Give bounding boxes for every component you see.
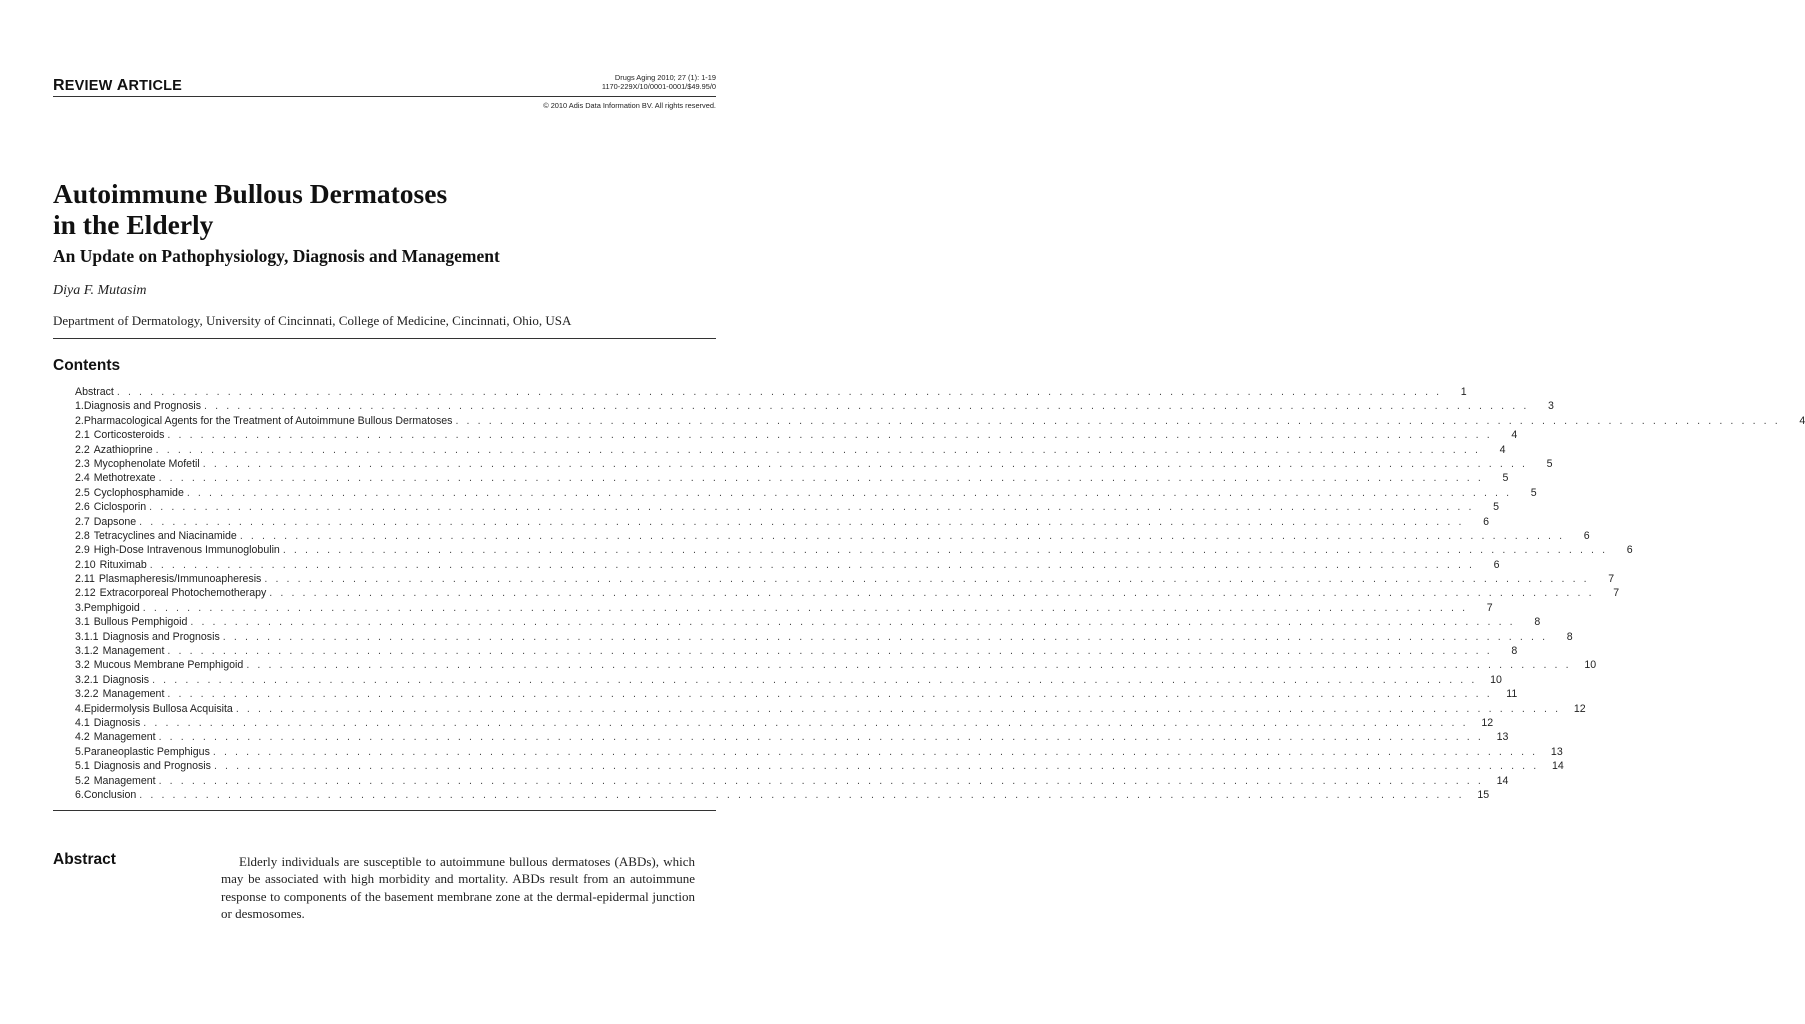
contents-bottom-divider	[53, 810, 716, 811]
toc-entry-title: Bullous Pemphigoid	[93, 616, 188, 629]
toc-dot-leader: . . . . . . . . . . . . . . . . . . . . . . . . . . . . . . . . . . . . . . . . . . . . . . . . . . . . . . . . . . . . . . . . . . . . . . . . . . . . . . . . . . . . . . . . . . . . . . . . . . . . . . . . . . . . . . . . . . . . . . . .	[213, 760, 1539, 773]
table-of-contents	[75, 385, 1805, 802]
toc-entry[interactable]	[75, 543, 1633, 557]
toc-entry[interactable]	[75, 414, 1805, 428]
toc-entry-title: Paraneoplastic Pemphigus	[83, 745, 210, 758]
toc-entry-page: 7	[1608, 573, 1615, 586]
toc-entry-page: 10	[1584, 659, 1597, 672]
toc-entry[interactable]	[75, 658, 1597, 672]
toc-entry-title: Management	[93, 731, 156, 744]
toc-dot-leader: . . . . . . . . . . . . . . . . . . . . . . . . . . . . . . . . . . . . . . . . . . . . . . . . . . . . . . . . . . . . . . . . . . . . . . . . . . . . . . . . . . . . . . . . . . . . . . . . . . . . . . . . . . . . . . . . . . . . . . . .	[455, 414, 1781, 427]
toc-entry-title: Pemphigoid	[83, 601, 140, 614]
toc-entry-number: 5.1	[75, 760, 90, 773]
toc-entry[interactable]	[75, 644, 1518, 658]
toc-entry-title: Ciclosporin	[93, 501, 147, 514]
toc-dot-leader: . . . . . . . . . . . . . . . . . . . . . . . . . . . . . . . . . . . . . . . . . . . . . . . . . . . . . . . . . . . . . . . . . . . . . . . . . . . . . . . . . . . . . . . . . . . . . . . . . . . . . . . . . . . . . . . . . . . . . . . .	[246, 659, 1572, 672]
toc-entry-number: 2.	[75, 414, 84, 427]
toc-entry-title: Plasmapheresis/Immunoapheresis	[98, 573, 262, 586]
toc-entry-page: 8	[1511, 645, 1518, 658]
toc-entry[interactable]	[75, 443, 1506, 457]
article-type-label: REVIEW ARTICLE	[53, 77, 183, 94]
toc-entry-title: High-Dose Intravenous Immunoglobulin	[93, 544, 280, 557]
toc-entry-title: Methotrexate	[93, 472, 156, 485]
toc-entry-number: 2.7	[75, 515, 90, 528]
toc-entry-page: 5	[1546, 457, 1553, 470]
toc-dot-leader: . . . . . . . . . . . . . . . . . . . . . . . . . . . . . . . . . . . . . . . . . . . . . . . . . . . . . . . . . . . . . . . . . . . . . . . . . . . . . . . . . . . . . . . . . . . . . . . . . . . . . . . . . . . . . . . . . . . . . . . .	[222, 630, 1548, 643]
toc-entry-number: 3.2	[75, 659, 90, 672]
toc-entry-title: Mycophenolate Mofetil	[93, 457, 200, 470]
toc-entry-number: 4.	[75, 702, 84, 715]
toc-entry-number: 3.	[75, 601, 84, 614]
toc-entry-page: 6	[1483, 515, 1489, 528]
toc-entry[interactable]	[75, 500, 1499, 514]
toc-entry-page: 13	[1496, 731, 1509, 744]
toc-dot-leader: . . . . . . . . . . . . . . . . . . . . . . . . . . . . . . . . . . . . . . . . . . . . . . . . . . . . . . . . . . . . . . . . . . . . . . . . . . . . . . . . . . . . . . . . . . . . . . . . . . . . . . . . . . . . . . . . . . . . . . . .	[158, 774, 1484, 787]
toc-entry-number: 3.1	[75, 616, 90, 629]
toc-entry[interactable]	[75, 586, 1620, 600]
toc-entry-title: Mucous Membrane Pemphigoid	[93, 659, 244, 672]
toc-entry-title: Cyclophosphamide	[93, 486, 184, 499]
toc-dot-leader: . . . . . . . . . . . . . . . . . . . . . . . . . . . . . . . . . . . . . . . . . . . . . . . . . . . . . . . . . . . . . . . . . . . . . . . . . . . . . . . . . . . . . . . . . . . . . . . . . . . . . . . . . . . . . . . . . . . . . . . .	[158, 472, 1484, 485]
author-name: Diya F. Mutasim	[53, 283, 147, 298]
toc-entry[interactable]	[75, 716, 1494, 730]
contents-heading: Contents	[53, 357, 121, 374]
toc-entry-page: 14	[1496, 774, 1509, 787]
header-divider	[53, 96, 716, 97]
toc-dot-leader: . . . . . . . . . . . . . . . . . . . . . . . . . . . . . . . . . . . . . . . . . . . . . . . . . . . . . . . . . . . . . . . . . . . . . . . . . . . . . . . . . . . . . . . . . . . . . . . . . . . . . . . . . . . . . . . . . . . . . . . .	[143, 716, 1469, 729]
toc-dot-leader: . . . . . . . . . . . . . . . . . . . . . . . . . . . . . . . . . . . . . . . . . . . . . . . . . . . . . . . . . . . . . . . . . . . . . . . . . . . . . . . . . . . . . . . . . . . . . . . . . . . . . . . . . . . . . . . . . . . . . . . .	[142, 601, 1468, 614]
toc-entry-page: 6	[1626, 544, 1633, 557]
toc-entry[interactable]	[75, 558, 1500, 572]
toc-entry[interactable]	[75, 788, 1490, 802]
toc-entry-title: Management	[93, 774, 156, 787]
toc-dot-leader: . . . . . . . . . . . . . . . . . . . . . . . . . . . . . . . . . . . . . . . . . . . . . . . . . . . . . . . . . . . . . . . . . . . . . . . . . . . . . . . . . . . . . . . . . . . . . . . . . . . . . . . . . . . . . . . . . . . . . . . .	[202, 457, 1528, 470]
toc-entry-page: 7	[1486, 601, 1493, 614]
toc-entry-title: Diagnosis	[93, 716, 141, 729]
toc-entry-number: 2.4	[75, 472, 90, 485]
toc-entry[interactable]	[75, 702, 1586, 716]
journal-citation: Drugs Aging 2010; 27 (1): 1-19	[614, 73, 716, 82]
toc-entry[interactable]	[75, 399, 1554, 413]
toc-entry-number: 5.2	[75, 774, 90, 787]
toc-entry-number: 4.1	[75, 716, 90, 729]
toc-dot-leader: . . . . . . . . . . . . . . . . . . . . . . . . . . . . . . . . . . . . . . . . . . . . . . . . . . . . . . . . . . . . . . . . . . . . . . . . . . . . . . . . . . . . . . . . . . . . . . . . . . . . . . . . . . . . . . . . . . . . . . . .	[212, 745, 1538, 758]
toc-entry-page: 6	[1583, 529, 1590, 542]
toc-entry[interactable]	[75, 730, 1509, 744]
toc-entry[interactable]	[75, 515, 1489, 529]
toc-entry[interactable]	[75, 601, 1493, 615]
toc-entry-page: 4	[1511, 429, 1518, 442]
toc-entry[interactable]	[75, 529, 1590, 543]
toc-entry[interactable]	[75, 572, 1615, 586]
toc-entry[interactable]	[75, 673, 1502, 687]
toc-dot-leader: . . . . . . . . . . . . . . . . . . . . . . . . . . . . . . . . . . . . . . . . . . . . . . . . . . . . . . . . . . . . . . . . . . . . . . . . . . . . . . . . . . . . . . . . . . . . . . . . . . . . . . . . . . . . . . . . . . . . . . . .	[264, 573, 1590, 586]
toc-dot-leader: . . . . . . . . . . . . . . . . . . . . . . . . . . . . . . . . . . . . . . . . . . . . . . . . . . . . . . . . . . . . . . . . . . . . . . . . . . . . . . . . . . . . . . . . . . . . . . . . . . . . . . . . . . . . . . . . . . . . . . . .	[167, 429, 1493, 442]
toc-entry-number: 3.1.2	[75, 645, 99, 658]
toc-entry[interactable]	[75, 471, 1509, 485]
toc-entry-title: Pharmacological Agents for the Treatment of Autoimmune Bullous Dermatoses	[83, 414, 453, 427]
toc-entry-number: 2.6	[75, 501, 90, 514]
toc-entry-number: 2.12	[75, 587, 96, 600]
article-title-line-2: in the Elderly	[53, 209, 214, 240]
toc-entry-number: 2.5	[75, 486, 90, 499]
toc-entry-number: 2.9	[75, 544, 90, 557]
toc-entry-title: Diagnosis and Prognosis	[93, 760, 211, 773]
toc-entry-page: 14	[1551, 760, 1564, 773]
toc-entry-title: Dapsone	[93, 515, 137, 528]
toc-entry-title: Diagnosis	[102, 673, 150, 686]
toc-entry-number: 5.	[75, 745, 84, 758]
toc-entry-page: 6	[1493, 558, 1500, 571]
toc-dot-leader: . . . . . . . . . . . . . . . . . . . . . . . . . . . . . . . . . . . . . . . . . . . . . . . . . . . . . . . . . . . . . . . . . . . . . . . . . . . . . . . . . . . . . . . . . . . . . . . . . . . . . . . . . . . . . . . . . . . . . . . .	[139, 515, 1464, 528]
toc-entry[interactable]	[75, 774, 1509, 788]
toc-entry-page: 4	[1799, 414, 1805, 427]
toc-entry-page: 15	[1477, 788, 1490, 801]
toc-entry-title: Diagnosis and Prognosis	[102, 630, 220, 643]
toc-entry-page: 3	[1547, 400, 1554, 413]
toc-entry[interactable]	[75, 457, 1553, 471]
toc-entry[interactable]	[75, 745, 1563, 759]
toc-entry[interactable]	[75, 615, 1541, 629]
toc-entry[interactable]	[75, 385, 1467, 399]
toc-entry-number: 3.2.2	[75, 688, 99, 701]
contents-top-divider	[53, 338, 716, 339]
article-title-line-1: Autoimmune Bullous Dermatoses	[53, 178, 448, 209]
toc-entry[interactable]	[75, 428, 1518, 442]
toc-entry[interactable]	[75, 687, 1518, 701]
toc-dot-leader: . . . . . . . . . . . . . . . . . . . . . . . . . . . . . . . . . . . . . . . . . . . . . . . . . . . . . . . . . . . . . . . . . . . . . . . . . . . . . . . . . . . . . . . . . . . . . . . . . . . . . . . . . . . . . . . . . . . . . . . .	[158, 731, 1484, 744]
toc-dot-leader: . . . . . . . . . . . . . . . . . . . . . . . . . . . . . . . . . . . . . . . . . . . . . . . . . . . . . . . . . . . . . . . . . . . . . . . . . . . . . . . . . . . . . . . . . . . . . . . . . . . . . . . . . . . . . . . . . . . . . . . .	[282, 544, 1608, 557]
toc-entry-page: 5	[1502, 472, 1509, 485]
toc-entry-number: 2.3	[75, 457, 90, 470]
toc-entry-page: 10	[1490, 673, 1502, 686]
toc-dot-leader: . . . . . . . . . . . . . . . . . . . . . . . . . . . . . . . . . . . . . . . . . . . . . . . . . . . . . . . . . . . . . . . . . . . . . . . . . . . . . . . . . . . . . . . . . . . . . . . . . . . . . . . . . . . . . . . . . . . . . . . .	[152, 673, 1477, 686]
toc-dot-leader: . . . . . . . . . . . . . . . . . . . . . . . . . . . . . . . . . . . . . . . . . . . . . . . . . . . . . . . . . . . . . . . . . . . . . . . . . . . . . . . . . . . . . . . . . . . . . . . . . . . . . . . . . . . . . . . . . . . . . . . .	[167, 688, 1493, 701]
toc-entry-page: 12	[1573, 702, 1586, 715]
toc-entry-number: 6.	[75, 788, 84, 801]
toc-entry-number: 2.2	[75, 443, 90, 456]
toc-dot-leader: . . . . . . . . . . . . . . . . . . . . . . . . . . . . . . . . . . . . . . . . . . . . . . . . . . . . . . . . . . . . . . . . . . . . . . . . . . . . . . . . . . . . . . . . . . . . . . . . . . . . . . . . . . . . . . . . . . . . . . . .	[190, 616, 1516, 629]
toc-entry-number: 2.8	[75, 529, 90, 542]
toc-dot-leader: . . . . . . . . . . . . . . . . . . . . . . . . . . . . . . . . . . . . . . . . . . . . . . . . . . . . . . . . . . . . . . . . . . . . . . . . . . . . . . . . . . . . . . . . . . . . . . . . . . . . . . . . . . . . . . . . . . . . . . . .	[155, 443, 1481, 456]
toc-entry-title: Management	[102, 688, 165, 701]
toc-entry[interactable]	[75, 486, 1537, 500]
toc-dot-leader: . . . . . . . . . . . . . . . . . . . . . . . . . . . . . . . . . . . . . . . . . . . . . . . . . . . . . . . . . . . . . . . . . . . . . . . . . . . . . . . . . . . . . . . . . . . . . . . . . . . . . . . . . . . . . . . . . . . . . . . .	[149, 501, 1474, 514]
abstract-text: Elderly individuals are susceptible to autoimmune bullous dermatoses (ABDs), which may be associated with high morbidity and mortality. ABDs result from an autoimmune response to components of the basement membrane zone at the dermal-epidermal junction or desmosomes.	[221, 854, 695, 921]
toc-entry[interactable]	[75, 759, 1564, 773]
toc-entry-number: 3.1.1	[75, 630, 99, 643]
toc-entry-number: 2.10	[75, 558, 96, 571]
toc-entry-number: 3.2.1	[75, 673, 99, 686]
toc-entry-number: 4.2	[75, 731, 90, 744]
toc-entry-page: 7	[1613, 587, 1620, 600]
article-title	[53, 178, 447, 240]
toc-entry-title: Extracorporeal Photochemotherapy	[99, 587, 267, 600]
toc-entry-page: 5	[1493, 501, 1499, 514]
toc-entry-page: 11	[1506, 688, 1518, 701]
article-subtitle: An Update on Pathophysiology, Diagnosis and Management	[53, 246, 500, 266]
toc-entry-title: Epidermolysis Bullosa Acquisita	[83, 702, 233, 715]
toc-entry-title: Rituximab	[99, 558, 147, 571]
toc-entry-number: 2.11	[75, 573, 95, 586]
toc-entry-title: Management	[102, 645, 165, 658]
toc-entry-page: 8	[1534, 616, 1541, 629]
author-affiliation: Department of Dermatology, University of Cincinnati, College of Medicine, Cincinnati, Ohio, USA	[53, 313, 572, 328]
toc-dot-leader: . . . . . . . . . . . . . . . . . . . . . . . . . . . . . . . . . . . . . . . . . . . . . . . . . . . . . . . . . . . . . . . . . . . . . . . . . . . . . . . . . . . . . . . . . . . . . . . . . . . . . . . . . . . . . . . . . . . . . . . .	[235, 702, 1561, 715]
abstract-heading: Abstract	[53, 851, 116, 868]
toc-dot-leader: . . . . . . . . . . . . . . . . . . . . . . . . . . . . . . . . . . . . . . . . . . . . . . . . . . . . . . . . . . . . . . . . . . . . . . . . . . . . . . . . . . . . . . . . . . . . . . . . . . . . . . . . . . . . . . . . . . . . . . . .	[149, 558, 1475, 571]
toc-entry-title: Diagnosis and Prognosis	[83, 400, 202, 413]
toc-dot-leader: . . . . . . . . . . . . . . . . . . . . . . . . . . . . . . . . . . . . . . . . . . . . . . . . . . . . . . . . . . . . . . . . . . . . . . . . . . . . . . . . . . . . . . . . . . . . . . . . . . . . . . . . . . . . . . . . . . . . . . . .	[186, 486, 1512, 499]
toc-dot-leader: . . . . . . . . . . . . . . . . . . . . . . . . . . . . . . . . . . . . . . . . . . . . . . . . . . . . . . . . . . . . . . . . . . . . . . . . . . . . . . . . . . . . . . . . . . . . . . . . . . . . . . . . . . . . . . . . . . . . . . . .	[239, 529, 1565, 542]
toc-dot-leader: . . . . . . . . . . . . . . . . . . . . . . . . . . . . . . . . . . . . . . . . . . . . . . . . . . . . . . . . . . . . . . . . . . . . . . . . . . . . . . . . . . . . . . . . . . . . . . . . . . . . . . . . . . . . . . . . . . . . . . . .	[116, 386, 1442, 398]
toc-entry-title: Conclusion	[83, 788, 137, 801]
toc-dot-leader: . . . . . . . . . . . . . . . . . . . . . . . . . . . . . . . . . . . . . . . . . . . . . . . . . . . . . . . . . . . . . . . . . . . . . . . . . . . . . . . . . . . . . . . . . . . . . . . . . . . . . . . . . . . . . . . . . . . . . . . .	[204, 400, 1529, 413]
copyright-notice: © 2010 Adis Data Information BV. All rights reserved.	[543, 101, 716, 110]
toc-entry[interactable]	[75, 630, 1573, 644]
toc-entry-title: Corticosteroids	[93, 429, 165, 442]
toc-entry-page: 1	[1460, 386, 1467, 398]
toc-entry-page: 8	[1566, 630, 1573, 643]
toc-entry-title: Tetracyclines and Niacinamide	[93, 529, 237, 542]
toc-entry-page: 12	[1481, 716, 1494, 729]
toc-entry-number: 1.	[75, 400, 84, 413]
journal-info	[602, 73, 716, 91]
issn-line: 1170-229X/10/0001-0001/$49.95/0	[601, 82, 716, 91]
toc-entry-page: 4	[1499, 443, 1506, 456]
toc-entry-title: Abstract	[75, 386, 114, 398]
toc-entry-title: Azathioprine	[93, 443, 153, 456]
toc-dot-leader: . . . . . . . . . . . . . . . . . . . . . . . . . . . . . . . . . . . . . . . . . . . . . . . . . . . . . . . . . . . . . . . . . . . . . . . . . . . . . . . . . . . . . . . . . . . . . . . . . . . . . . . . . . . . . . . . . . . . . . . .	[167, 645, 1493, 658]
toc-entry-page: 5	[1530, 486, 1537, 499]
toc-dot-leader: . . . . . . . . . . . . . . . . . . . . . . . . . . . . . . . . . . . . . . . . . . . . . . . . . . . . . . . . . . . . . . . . . . . . . . . . . . . . . . . . . . . . . . . . . . . . . . . . . . . . . . . . . . . . . . . . . . . . . . . .	[269, 587, 1595, 600]
toc-entry-number: 2.1	[75, 429, 90, 442]
toc-entry-page: 13	[1550, 745, 1563, 758]
toc-dot-leader: . . . . . . . . . . . . . . . . . . . . . . . . . . . . . . . . . . . . . . . . . . . . . . . . . . . . . . . . . . . . . . . . . . . . . . . . . . . . . . . . . . . . . . . . . . . . . . . . . . . . . . . . . . . . . . . . . . . . . . . .	[139, 788, 1465, 801]
